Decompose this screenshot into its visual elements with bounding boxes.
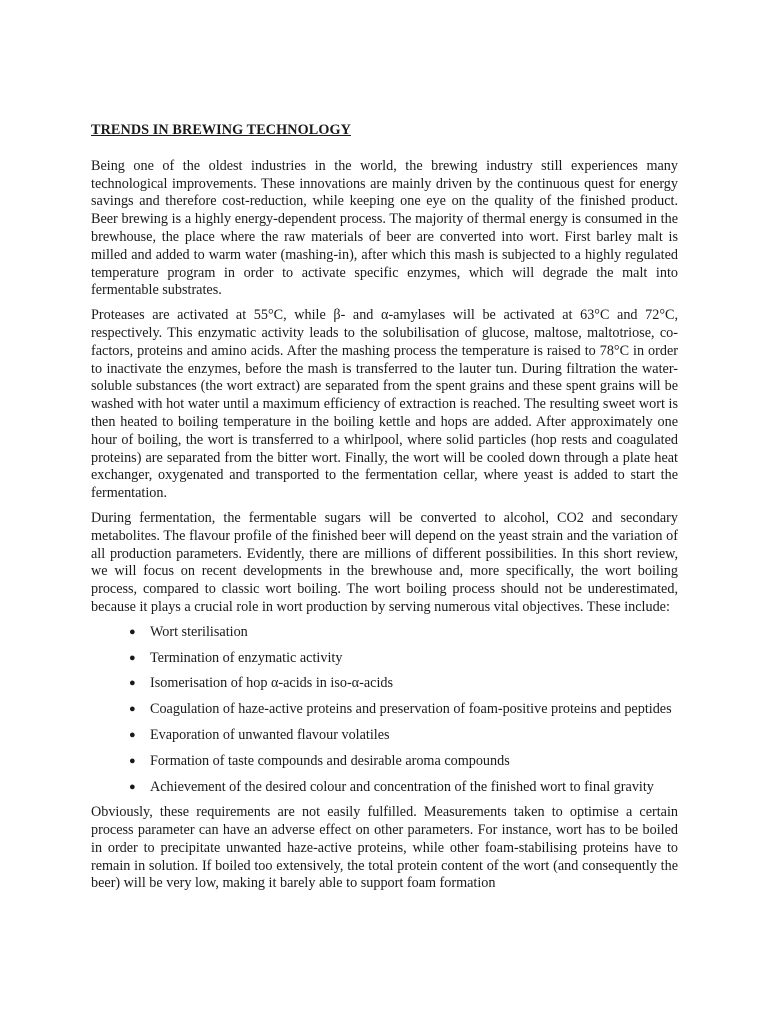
list-item-text: Achievement of the desired colour and concentration of the finished wort to final gravity	[150, 778, 654, 795]
list-item	[129, 624, 678, 642]
list-item-text: Evaporation of unwanted flavour volatiles	[150, 726, 390, 743]
fermentation-paragraph: During fermentation, the fermentable sugars will be converted to alcohol, CO2 and secondary metabolites. The flavour profile of the finished beer will depend on the yeast strain and the variation of all production parameters. Evidently, there are millions of different possibilities. In this short review, we will focus on recent developments in the brewhouse and, more specifically, the wort boiling process, compared to classic wort boiling. The wort boiling process should not be underestimated, because it plays a crucial role in wort production by serving numerous vital objectives. These include:	[91, 509, 678, 615]
list-item-text: Termination of enzymatic activity	[150, 649, 343, 666]
bullet-icon: ●	[129, 728, 136, 741]
boiling-objectives-list	[91, 624, 678, 797]
document-title: TRENDS IN BREWING TECHNOLOGY	[91, 122, 351, 138]
list-item-text: Isomerisation of hop α-acids in iso-α-acids	[150, 675, 393, 692]
list-item	[129, 779, 678, 797]
bullet-icon: ●	[129, 677, 136, 690]
intro-paragraph: Being one of the oldest industries in the world, the brewing industry still experiences many technological improvements. These innovations are mainly driven by the continuous quest for energy savings and therefore cost-reduction, while keeping one eye on the quality of the finished product. Beer brewing is a highly energy-dependent process. The majority of thermal energy is consumed in the brewhouse, the place where the raw materials of beer are converted into wort. First barley malt is milled and added to warm water (mashing-in), after which this mash is subjected to a highly regulated temperature program in order to activate specific enzymes, which will degrade the malt into fermentable substrates.	[91, 157, 678, 299]
mashing-paragraph: Proteases are activated at 55°C, while β- and α-amylases will be activated at 63°C and 72°C, respectively. This enzymatic activity leads to the solubilisation of glucose, maltose, maltotriose, co-factors, proteins and amino acids. After the mashing process the temperature is raised to 78°C in order to inactivate the enzymes, before the mash is transferred to the lauter tun. During filtration the water-soluble substances (the wort extract) are separated from the spent grains and these spent grains will be washed with hot water until a maximum efficiency of extraction is reached. The resulting sweet wort is then heated to boiling temperature in the boiling kettle and hops are added. After approximately one hour of boiling, the wort is transferred to a whirlpool, where solid particles (hop rests and coagulated proteins) are separated from the bitter wort. Finally, the wort will be cooled down through a plate heat exchanger, oxygenated and transported to the fermentation cellar, where yeast is added to start the fermentation.	[91, 307, 678, 502]
bullet-icon: ●	[129, 651, 136, 664]
bullet-icon: ●	[129, 754, 136, 767]
list-item-text: Formation of taste compounds and desirable aroma compounds	[150, 752, 510, 769]
list-item	[129, 701, 678, 719]
list-item	[129, 753, 678, 771]
bullet-icon: ●	[129, 625, 136, 638]
list-item	[129, 675, 678, 693]
closing-paragraph: Obviously, these requirements are not easily fulfilled. Measurements taken to optimise a certain process parameter can have an adverse effect on other parameters. For instance, wort has to be boiled in order to precipitate unwanted haze-active proteins, while other foam-stabilising proteins have to remain in solution. If boiled too extensively, the total protein content of the wort (and consequently the beer) will be very low, making it barely able to support foam formation	[91, 804, 678, 892]
list-item-text: Coagulation of haze-active proteins and preservation of foam-positive proteins and peptides	[150, 701, 672, 718]
bullet-icon: ●	[129, 703, 136, 716]
bullet-icon: ●	[129, 780, 136, 793]
list-item-text: Wort sterilisation	[150, 623, 248, 640]
document-page	[91, 122, 678, 900]
list-item	[129, 727, 678, 745]
list-item	[129, 650, 678, 668]
